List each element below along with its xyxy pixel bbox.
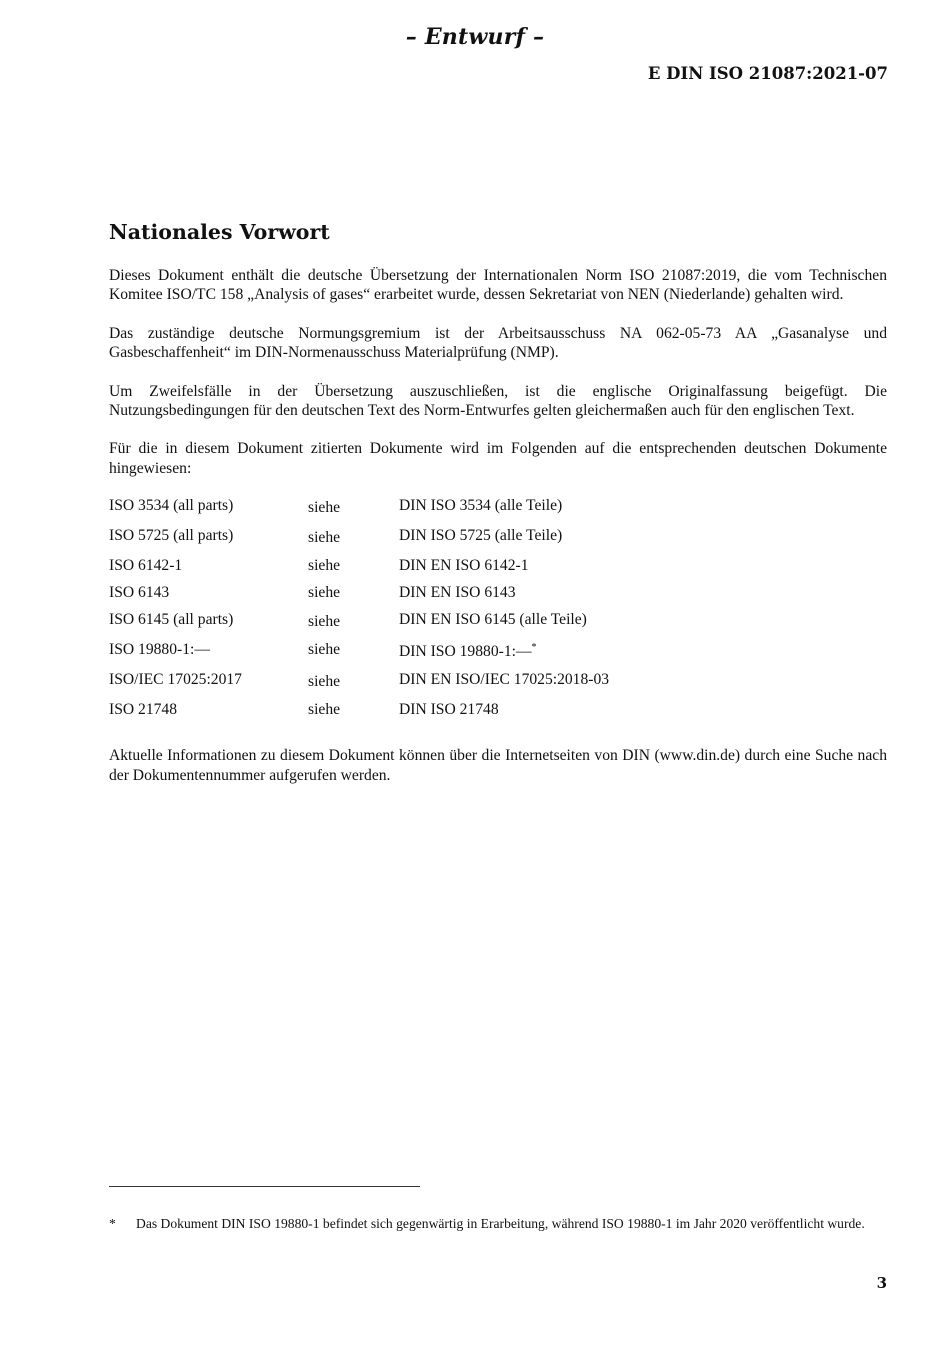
reference-national: DIN ISO 5725 (alle Teile)	[399, 527, 563, 545]
paragraph-committee: Das zuständige deutsche Normungsgremium ist der Arbeitsausschuss NA 062-05-73 AA „Gasanalyse und Gasbeschaffenheit“ im DIN-Normenausschuss Materialprüfung (NMP).	[109, 324, 887, 362]
paragraph-translation-note: Dieses Dokument enthält die deutsche Übersetzung der Internationalen Norm ISO 21087:2019, die vom Technischen Komitee ISO/TC 158 „Analysis of gases“ erarbeitet wurde, dessen Sekretariat von NEN (Niederlande) gehalten wird.	[109, 267, 887, 304]
reference-relation: siehe	[308, 529, 341, 547]
reference-national: DIN ISO 19880-1:—	[399, 643, 532, 661]
paragraph-original-version: Um Zweifelsfälle in der Übersetzung auszuschließen, ist die englische Originalfassung beigefügt. Die Nutzungsbedingungen für den deutschen Text des Norm-Entwurfes gelten gleichermaßen auch für den englischen Text.	[109, 382, 887, 420]
reference-international: ISO/IEC 17025:2017	[109, 671, 242, 689]
reference-international: ISO 3534 (all parts)	[109, 497, 234, 515]
reference-international: ISO 6143	[109, 584, 170, 602]
national-foreword-section	[109, 218, 887, 804]
reference-row	[109, 527, 887, 557]
document-id: E DIN ISO 21087:2021-07	[647, 64, 888, 83]
reference-international: ISO 19880-1:—	[109, 641, 210, 659]
draft-label: – Entwurf –	[405, 24, 545, 50]
reference-relation: siehe	[308, 557, 341, 575]
reference-relation: siehe	[308, 499, 341, 517]
reference-international: ISO 6142-1	[109, 557, 183, 575]
reference-relation: siehe	[308, 673, 341, 691]
reference-relation: siehe	[308, 613, 341, 631]
footnote-text: Das Dokument DIN ISO 19880-1 befindet sich gegenwärtig in Erarbeitung, während ISO 19880-1 im Jahr 2020 veröffentlicht wurde.	[136, 1216, 865, 1231]
reference-national: DIN EN ISO 6145 (alle Teile)	[399, 611, 587, 629]
reference-national: DIN EN ISO 6142-1	[399, 557, 529, 575]
reference-international: ISO 21748	[109, 701, 178, 719]
reference-row	[109, 584, 887, 611]
footnote-marker: *	[531, 642, 537, 654]
reference-relation: siehe	[308, 641, 341, 659]
footnote	[109, 1214, 887, 1234]
reference-table	[109, 497, 887, 728]
reference-row	[109, 497, 887, 527]
footnote-mark: *	[109, 1216, 116, 1231]
reference-national: DIN ISO 21748	[399, 701, 499, 719]
reference-row	[109, 557, 887, 584]
reference-international: ISO 6145 (all parts)	[109, 611, 234, 629]
reference-national-with-footnote	[399, 643, 887, 661]
reference-row	[109, 671, 887, 701]
reference-relation: siehe	[308, 584, 341, 602]
reference-national: DIN ISO 3534 (alle Teile)	[399, 497, 563, 515]
reference-relation: siehe	[308, 701, 341, 719]
section-title: Nationales Vorwort	[109, 220, 330, 244]
reference-international: ISO 5725 (all parts)	[109, 527, 234, 545]
footnote-divider	[109, 1186, 420, 1187]
reference-row	[109, 611, 887, 641]
reference-row	[109, 701, 887, 728]
paragraph-din-website: Aktuelle Informationen zu diesem Dokument können über die Internetseiten von DIN (www.din.de) durch eine Suche nach der Dokumentennummer aufgerufen werden.	[109, 747, 887, 784]
page-number: 3	[876, 1274, 887, 1292]
reference-row	[109, 641, 887, 671]
reference-national: DIN EN ISO/IEC 17025:2018-03	[399, 671, 610, 689]
paragraph-references-intro: Für die in diesem Dokument zitierten Dokumente wird im Folgenden auf die entsprechenden deutschen Dokumente hingewiesen:	[109, 440, 887, 477]
reference-national: DIN EN ISO 6143	[399, 584, 516, 602]
